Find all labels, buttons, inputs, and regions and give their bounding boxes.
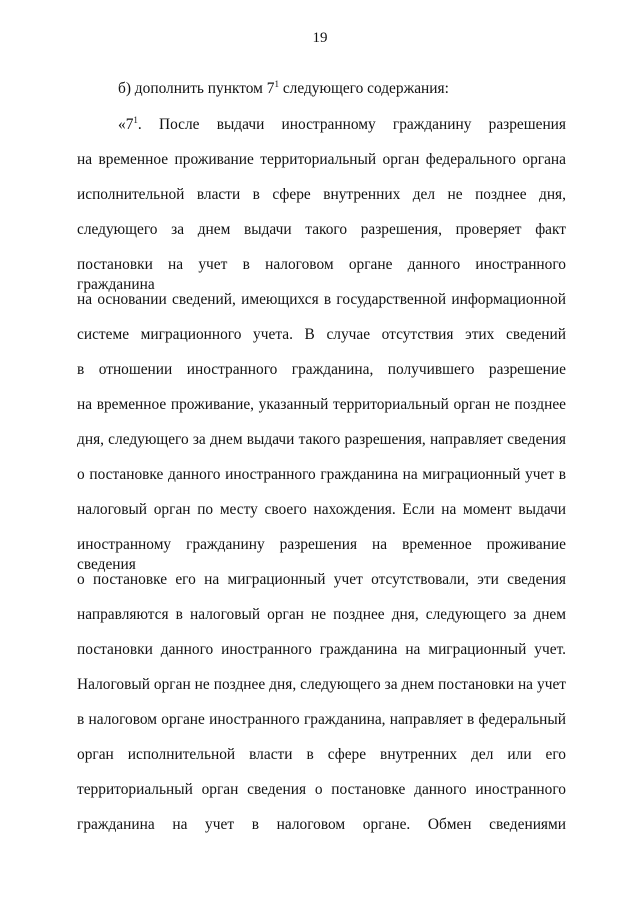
paragraph-line: на временное проживание территориальный орган федерального органа [77, 151, 566, 168]
paragraph-line: постановки данного иностранного гражданина на миграционный учет. [77, 641, 566, 658]
intro-text-after: следующего содержания: [278, 80, 449, 97]
paragraph-line: исполнительной власти в сфере внутренних дел не позднее дня, [77, 186, 566, 203]
paragraph-first-line [118, 115, 566, 135]
paragraph-line: о постановке его на миграционный учет отсутствовали, эти сведения [77, 571, 566, 588]
paragraph-line: налоговый орган по месту своего нахождения. Если на момент выдачи [77, 501, 566, 518]
paragraph-line: о постановке данного иностранного гражданина на миграционный учет в [77, 466, 566, 483]
paragraph-line: на основании сведений, имеющихся в государственной информационной [77, 291, 566, 308]
paragraph-line: Налоговый орган не позднее дня, следующего за днем постановки на учет [77, 676, 566, 693]
intro-text-before: б) дополнить пунктом 7 [118, 80, 275, 97]
paragraph-line: в отношении иностранного гражданина, получившего разрешение [77, 361, 566, 378]
paragraph-line: территориальный орган сведения о постановке данного иностранного [77, 781, 566, 798]
intro-superscript: 1 [274, 78, 279, 89]
first-line-superscript: 1 [133, 114, 138, 125]
first-line-after: . После выдачи иностранному гражданину разрешения [137, 116, 566, 133]
paragraph-line: постановки на учет в налоговом органе данного иностранного гражданина [77, 256, 566, 293]
intro-line [118, 79, 566, 99]
paragraph-line: в налоговом органе иностранного гражданина, направляет в федеральный [77, 711, 566, 728]
paragraph-line: на временное проживание, указанный территориальный орган не позднее [77, 396, 566, 413]
first-line-before: «7 [118, 116, 134, 133]
paragraph-line: орган исполнительной власти в сфере внутренних дел или его [77, 746, 566, 763]
paragraph-line: дня, следующего за днем выдачи такого разрешения, направляет сведения [77, 431, 566, 448]
paragraph-line: следующего за днем выдачи такого разрешения, проверяет факт [77, 221, 566, 238]
paragraph-line: направляются в налоговый орган не позднее дня, следующего за днем [77, 606, 566, 623]
page-number: 19 [312, 30, 328, 46]
paragraph-line: гражданина на учет в налоговом органе. Обмен сведениями [77, 816, 566, 833]
paragraph-line: системе миграционного учета. В случае отсутствия этих сведений [77, 326, 566, 343]
paragraph-line: иностранному гражданину разрешения на временное проживание сведения [77, 536, 566, 573]
